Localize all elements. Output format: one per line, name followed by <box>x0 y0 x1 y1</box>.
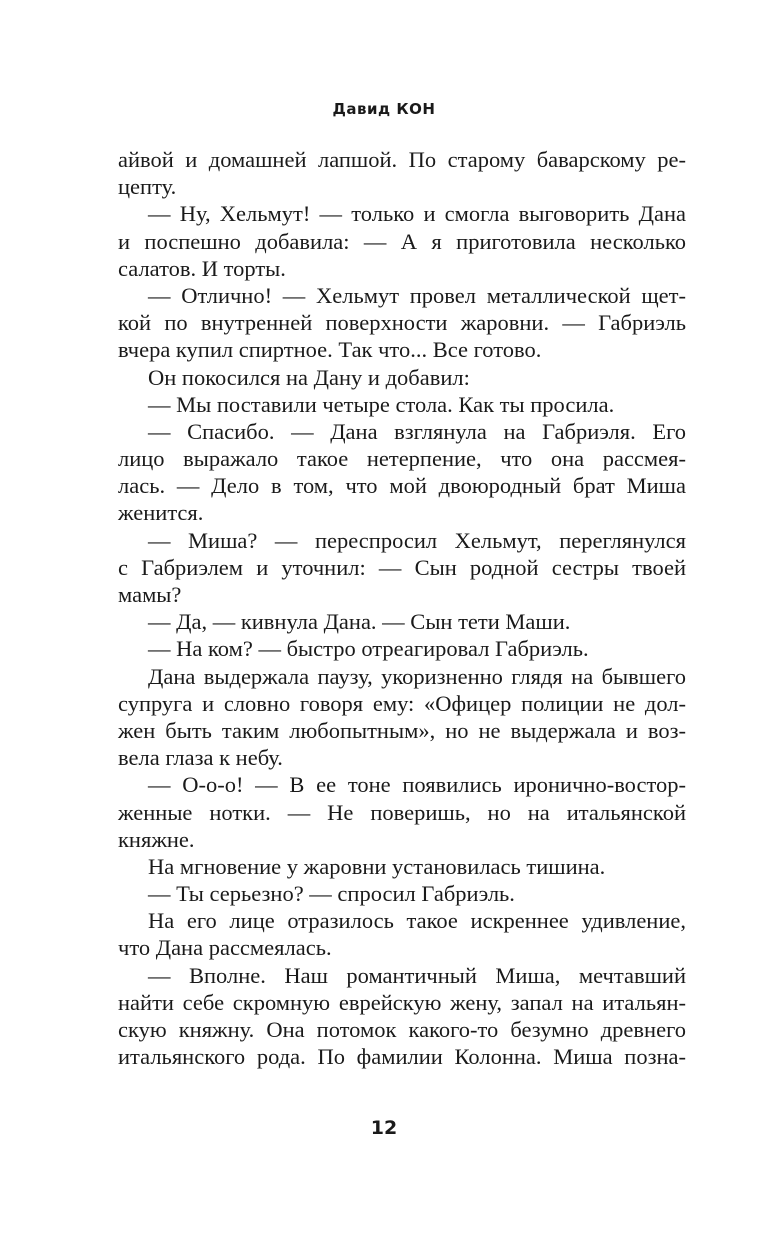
text-line: Дана выдержала паузу, укоризненно глядя на бывшего <box>148 663 686 689</box>
text-line: На мгновение у жаровни установилась тишина. <box>148 853 606 879</box>
text-line: лицо выражало такое нетерпение, что она рассмея- <box>118 446 686 472</box>
text-line: — Миша? — переспросил Хельмут, переглянулся <box>148 527 686 553</box>
text-line: лась. — Дело в том, что мой двоюродный брат Миша <box>118 473 686 499</box>
text-line: — Вполне. Наш романтичный Миша, мечтавший <box>148 962 686 988</box>
text-line: супруга и словно говоря ему: «Офицер полиции не дол- <box>118 690 686 716</box>
text-line: Он покосился на Дану и добавил: <box>148 364 470 390</box>
text-line: скую княжну. Она потомок какого-то безумно древнего <box>118 1017 686 1042</box>
text-line: что Дана рассмеялась. <box>118 935 332 961</box>
running-header: Давид КОН <box>332 100 436 118</box>
body-text <box>118 146 686 1070</box>
text-line: кой по внутренней поверхности жаровни. — Габриэль <box>118 310 686 336</box>
text-line: салатов. И торты. <box>118 255 286 281</box>
text-line: айвой и домашней лапшой. По старому баварскому ре- <box>118 147 686 172</box>
text-line: — О-о-о! — В ее тоне появились иронично-востор- <box>148 772 686 798</box>
text-line: — Да, — кивнула Дана. — Сын тети Маши. <box>148 609 571 635</box>
text-line: итальянского рода. По фамилии Колонна. Миша позна- <box>118 1044 686 1070</box>
text-line: — На ком? — быстро отреагировал Габриэль. <box>148 636 589 662</box>
text-line: — Ну, Хельмут! — только и смогла выговорить Дана <box>148 201 686 227</box>
text-line: с Габриэлем и уточнил: — Сын родной сестры твоей <box>118 554 686 580</box>
text-line: женится. <box>118 500 204 526</box>
text-line: найти себе скромную еврейскую жену, запал на итальян- <box>118 989 686 1015</box>
text-line: — Отлично! — Хельмут провел металлической щет- <box>148 282 686 308</box>
text-line: цепту. <box>118 174 177 200</box>
text-line: — Спасибо. — Дана взглянула на Габриэля. Его <box>148 418 686 444</box>
page-number: 12 <box>370 1117 398 1139</box>
text-line: и поспешно добавила: — А я приготовила несколько <box>118 228 686 254</box>
text-line: женные нотки. — Не поверишь, но на итальянской <box>118 799 686 825</box>
text-line: — Ты серьезно? — спросил Габриэль. <box>148 881 515 907</box>
text-line: жен быть таким любопытным», но не выдержала и воз- <box>118 717 686 743</box>
text-line: вела глаза к небу. <box>118 745 283 771</box>
text-line: вчера купил спиртное. Так что... Все готово. <box>118 337 542 363</box>
text-line: княжне. <box>118 826 195 852</box>
text-line: На его лице отразилось такое искреннее удивление, <box>148 908 686 934</box>
text-line: — Мы поставили четыре стола. Как ты просила. <box>148 391 615 417</box>
text-line: мамы? <box>118 582 182 607</box>
